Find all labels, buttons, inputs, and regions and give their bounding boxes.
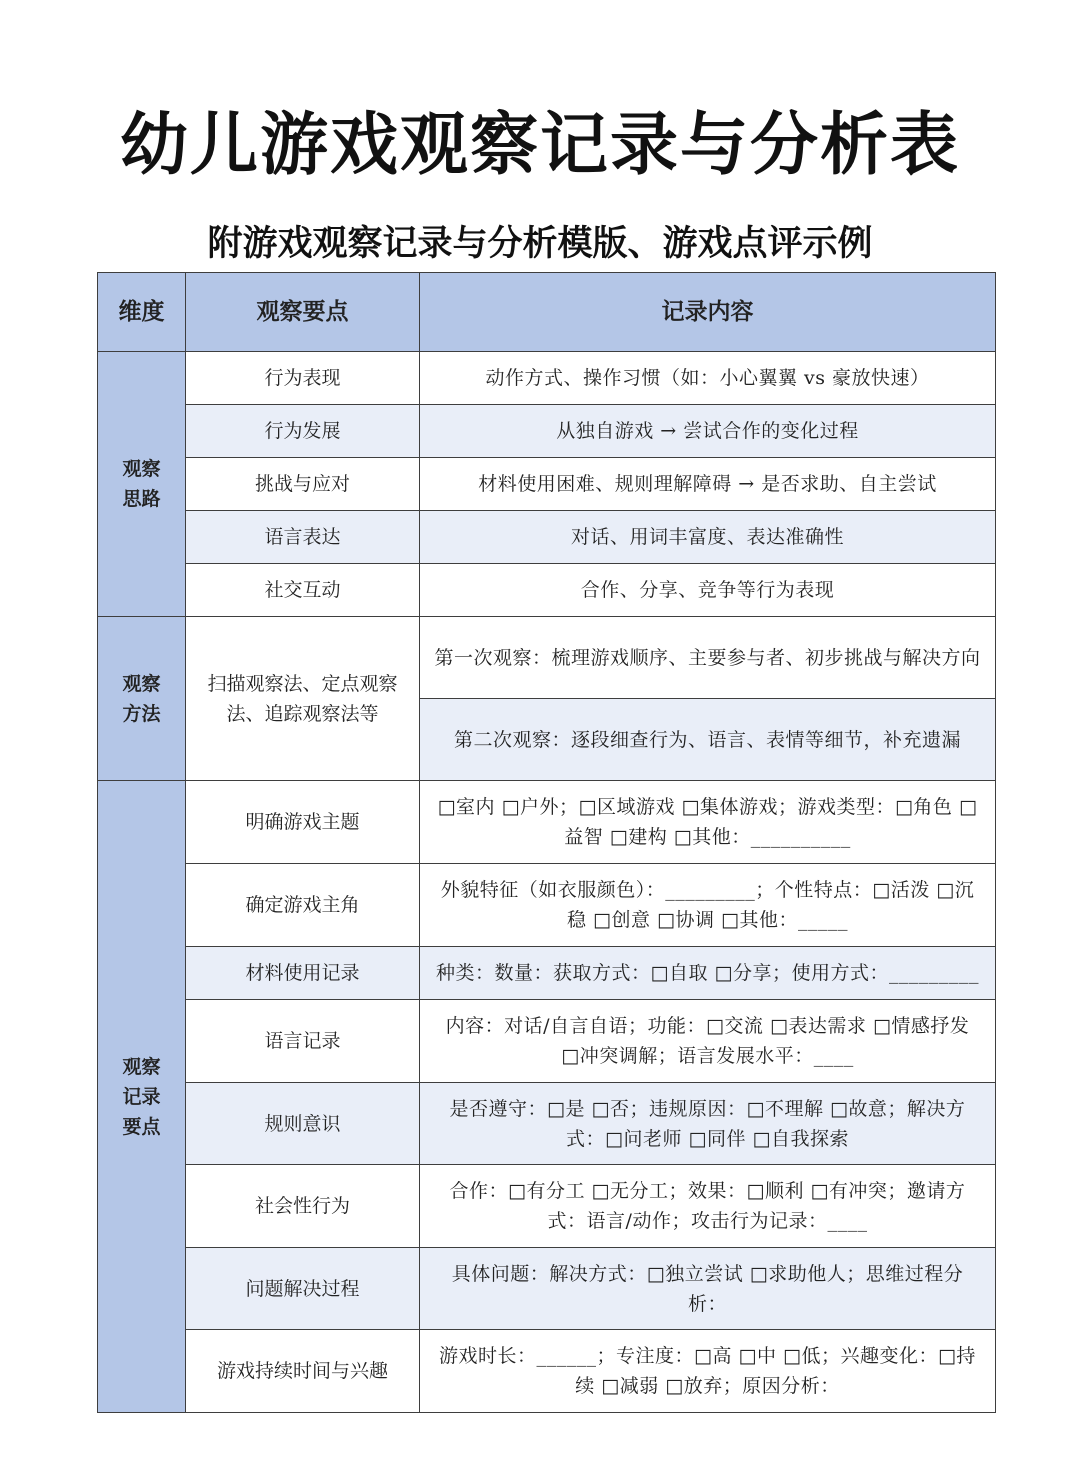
dimension-cell-record: 观察 记录 要点	[98, 781, 186, 1413]
point-cell: 规则意识	[186, 1083, 420, 1165]
point-cell: 明确游戏主题	[186, 781, 420, 864]
content-cell: 第二次观察：逐段细查行为、语言、表情等细节，补充遗漏	[420, 699, 996, 781]
page-subtitle: 附游戏观察记录与分析模版、游戏点评示例	[207, 224, 873, 264]
content-cell: 种类：数量：获取方式：□自取 □分享；使用方式：_________	[420, 947, 996, 1000]
content-cell: 具体问题：解决方式：□独立尝试 □求助他人；思维过程分析：	[420, 1248, 996, 1330]
content-cell: □室内 □户外；□区域游戏 □集体游戏；游戏类型：□角色 □益智 □建构 □其他：__________	[420, 781, 996, 864]
table-row	[98, 1083, 996, 1165]
content-cell: 内容：对话/自言自语；功能：□交流 □表达需求 □情感抒发 □冲突调解；语言发展水平：____	[420, 1000, 996, 1083]
point-cell: 游戏持续时间与兴趣	[186, 1330, 420, 1413]
point-cell: 问题解决过程	[186, 1248, 420, 1330]
point-cell: 挑战与应对	[186, 458, 420, 511]
dimension-cell-thinking: 观察 思路	[98, 352, 186, 617]
content-cell: 是否遵守：□是 □否；违规原因：□不理解 □故意；解决方式：□问老师 □同伴 □自我探索	[420, 1083, 996, 1165]
point-cell: 语言表达	[186, 511, 420, 564]
point-cell: 确定游戏主角	[186, 864, 420, 947]
header-dimension: 维度	[98, 273, 186, 352]
point-cell: 行为发展	[186, 405, 420, 458]
table-row	[98, 352, 996, 405]
header-content: 记录内容	[420, 273, 996, 352]
table-row	[98, 1000, 996, 1083]
point-cell-methods: 扫描观察法、定点观察法、追踪观察法等	[186, 617, 420, 781]
content-cell: 外貌特征（如衣服颜色）：_________；个性特点：□活泼 □沉稳 □创意 □协调 □其他：_____	[420, 864, 996, 947]
content-cell: 第一次观察：梳理游戏顺序、主要参与者、初步挑战与解决方向	[420, 617, 996, 699]
point-cell: 材料使用记录	[186, 947, 420, 1000]
content-cell: 合作、分享、竞争等行为表现	[420, 564, 996, 617]
table-row	[98, 564, 996, 617]
table-row	[98, 781, 996, 864]
page-title: 幼儿游戏观察记录与分析表	[119, 106, 960, 185]
content-cell: 游戏时长：______；专注度：□高 □中 □低；兴趣变化：□持续 □减弱 □放弃；原因分析：	[420, 1330, 996, 1413]
point-cell: 行为表现	[186, 352, 420, 405]
table-row	[98, 511, 996, 564]
content-cell: 从独自游戏 → 尝试合作的变化过程	[420, 405, 996, 458]
point-cell: 语言记录	[186, 1000, 420, 1083]
point-cell: 社会性行为	[186, 1165, 420, 1248]
header-point: 观察要点	[186, 273, 420, 352]
observation-table	[97, 272, 996, 1413]
content-cell: 合作：□有分工 □无分工；效果：□顺利 □有冲突；邀请方式：语言/动作；攻击行为记录：____	[420, 1165, 996, 1248]
content-cell: 材料使用困难、规则理解障碍 → 是否求助、自主尝试	[420, 458, 996, 511]
content-cell: 动作方式、操作习惯（如：小心翼翼 vs 豪放快速）	[420, 352, 996, 405]
table-row	[98, 1165, 996, 1248]
table-row	[98, 405, 996, 458]
table-row	[98, 458, 996, 511]
table-row	[98, 617, 996, 699]
point-cell: 社交互动	[186, 564, 420, 617]
content-cell: 对话、用词丰富度、表达准确性	[420, 511, 996, 564]
table-row	[98, 1248, 996, 1330]
dimension-cell-method: 观察 方法	[98, 617, 186, 781]
table-header-row	[98, 273, 996, 352]
table-row	[98, 947, 996, 1000]
table-row	[98, 864, 996, 947]
table-row	[98, 1330, 996, 1413]
